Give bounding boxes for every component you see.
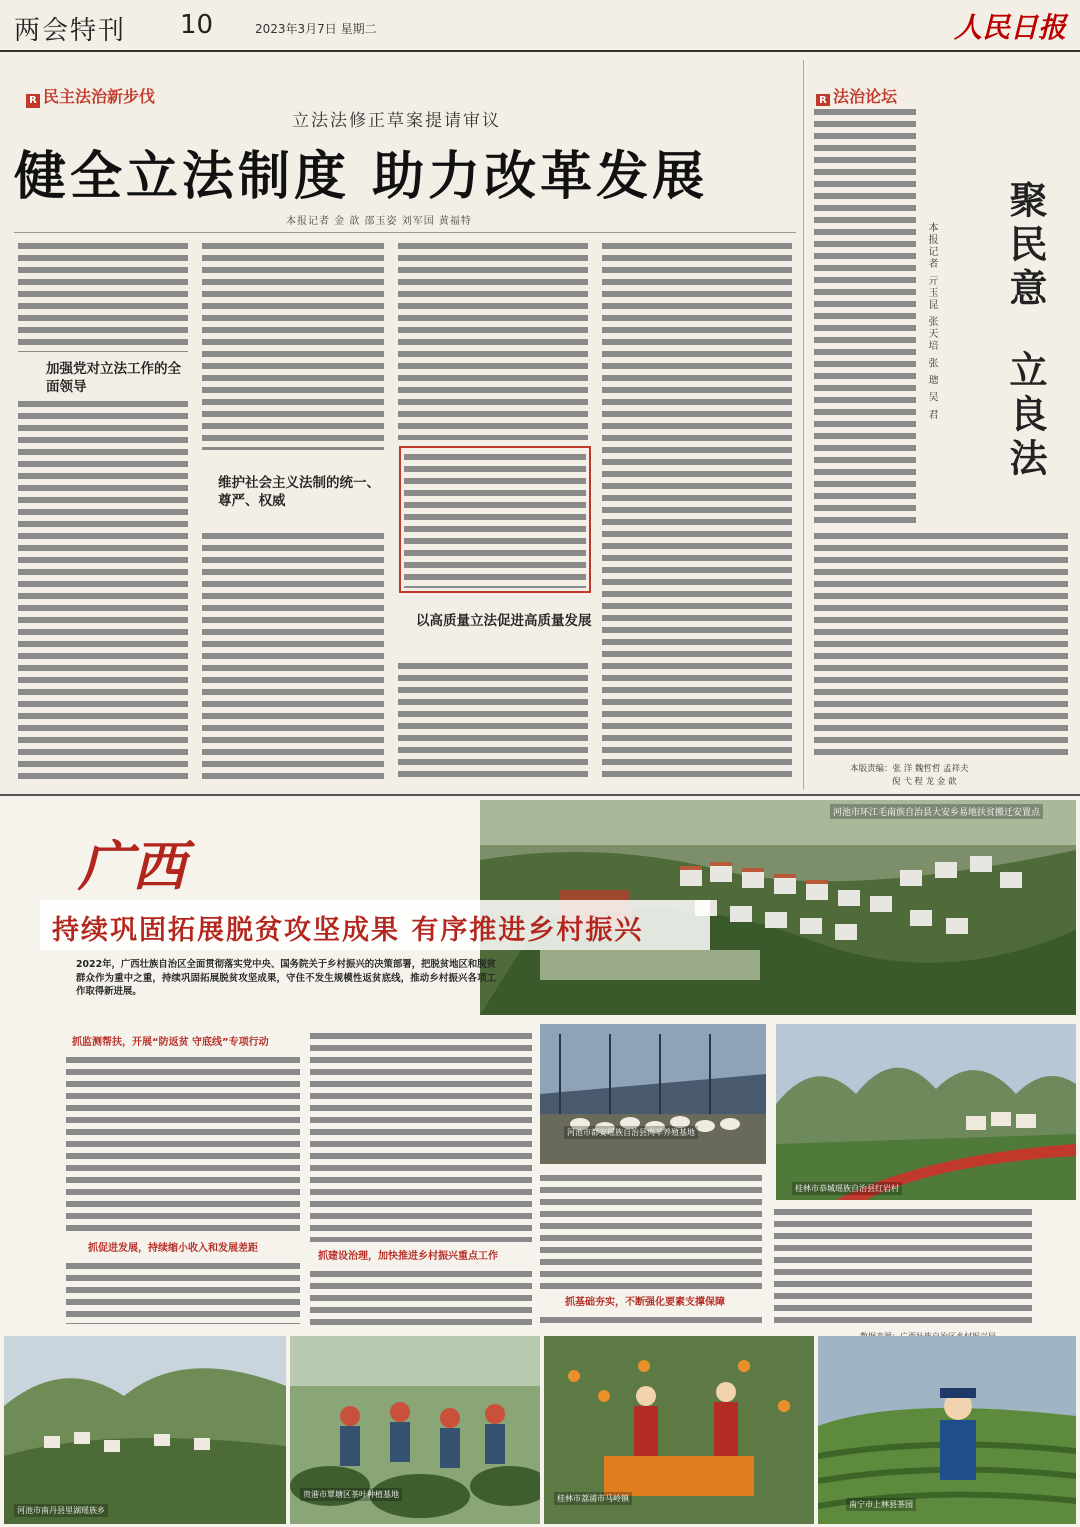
guangxi-col4 [774, 1206, 1032, 1324]
guangxi-col2b [310, 1268, 532, 1326]
text-lines [18, 398, 188, 783]
article-headline: 健全立法制度 助力改革发展 [14, 147, 709, 207]
subhead-1: 加强党对立法工作的全面领导 [46, 361, 181, 395]
text-lines [202, 530, 384, 783]
masthead [0, 0, 1080, 52]
column-divider [803, 60, 804, 790]
column-tag-left: R 民主法治新步伐 [26, 84, 155, 108]
column-tag-icon: R [816, 94, 830, 108]
right-body-column-1 [814, 106, 916, 524]
photo-caption-b3: 桂林市荔浦市马岭镇 [554, 1492, 632, 1505]
column-tag-right: R 法治论坛 [816, 84, 897, 108]
subhead-3: 以高质量立法促进高质量发展 [416, 613, 592, 629]
header-rule [14, 232, 796, 233]
photo-caption-b4: 南宁市上林县茶园 [846, 1498, 916, 1511]
text-lines [602, 240, 792, 783]
text-lines [540, 1314, 762, 1328]
photo-caption-b1: 河池市南丹县里湖瑶族乡 [14, 1504, 108, 1517]
text-lines [66, 1260, 300, 1324]
article-byline: 本报记者 金 歆 邵玉姿 刘军国 黄福特 [286, 216, 472, 227]
body-column-1a [18, 240, 188, 352]
guangxi-subhead-1: 抓监测帮扶，开展“防返贫 守底线”专项行动 [72, 1037, 269, 1048]
editor-line-2: 倪 弋 程 龙 金 歆 [892, 777, 957, 787]
text-lines [774, 1206, 1032, 1324]
guangxi-col2a [310, 1030, 532, 1242]
column-tag-icon: R [26, 94, 40, 108]
article-kicker: 立法法修正草案提请审议 [292, 111, 501, 131]
right-body-column-2 [814, 530, 1068, 760]
photo-caption-b2: 贵港市覃塘区茶叶种植基地 [300, 1488, 402, 1501]
body-column-2a [202, 240, 384, 450]
editor-line-1: 本版责编：张 洋 魏哲哲 孟祥夫 [850, 764, 969, 774]
body-column-3b [398, 660, 588, 783]
text-lines [66, 1054, 300, 1234]
text-lines [310, 1268, 532, 1326]
text-lines [814, 106, 916, 524]
body-column-3a [398, 240, 588, 440]
text-lines [310, 1030, 532, 1242]
highlighted-paragraph-box [399, 446, 591, 593]
guangxi-banner-title: 持续巩固拓展脱贫攻坚成果 有序推进乡村振兴 [52, 915, 644, 946]
body-column-4 [602, 240, 792, 783]
body-column-1b [18, 398, 188, 783]
region-tag: 广西 [78, 834, 186, 898]
guangxi-col3 [540, 1172, 762, 1292]
photo-countryside [4, 1336, 286, 1524]
issue-date: 2023年3月7日 星期二 [255, 22, 377, 36]
text-lines [202, 240, 384, 450]
body-column-2b [202, 530, 384, 783]
guangxi-col3b [540, 1314, 762, 1328]
right-byline: 本报记者 亓玉昆 张天培 张 璁 吴 君 [926, 222, 937, 422]
right-title-part2: 立良法 [1003, 350, 1048, 482]
guangxi-intro: 2022年，广西壮族自治区全面贯彻落实党中央、国务院关于乡村振兴的决策部署，把脱贫地区和脱贫群众作为重中之重，持续巩固拓展脱贫攻坚成果，守住不发生规模性返贫底线，推动乡村振兴各项工作取得新进展。 [76, 959, 496, 998]
text-lines [404, 451, 586, 588]
photo-tea-garden [818, 1336, 1076, 1524]
text-lines [18, 240, 188, 352]
photo-sheep-farm [540, 1024, 766, 1164]
text-lines [398, 240, 588, 440]
photo-caption-mid2: 桂林市恭城瑶族自治县红岩村 [792, 1182, 902, 1195]
guangxi-col1b [66, 1260, 300, 1324]
guangxi-subhead-4: 抓基础夯实，不断强化要素支撑保障 [565, 1297, 725, 1308]
text-lines [814, 530, 1068, 760]
text-lines [398, 660, 588, 783]
guangxi-col1a [66, 1054, 300, 1234]
guangxi-subhead-2: 抓促进发展，持续缩小收入和发展差距 [88, 1243, 258, 1254]
photo-caption-top: 河池市环江毛南族自治县大安乡易地扶贫搬迁安置点 [830, 804, 1043, 819]
photo-caption-mid1: 河池市都安瑶族自治县肉羊养殖基地 [564, 1126, 698, 1139]
guangxi-subhead-3: 抓建设治理，加快推进乡村振兴重点工作 [318, 1251, 498, 1262]
subhead-2: 维护社会主义法制的统一、尊严、权威 [218, 475, 380, 509]
text-lines [540, 1172, 762, 1292]
right-title-part1: 聚民意 [1003, 180, 1048, 312]
page-number: 10 [180, 10, 214, 40]
newspaper-logo: 人民日报 [953, 11, 1066, 44]
photo-village-road [776, 1024, 1076, 1200]
section-name: 两会特刊 [14, 16, 127, 46]
